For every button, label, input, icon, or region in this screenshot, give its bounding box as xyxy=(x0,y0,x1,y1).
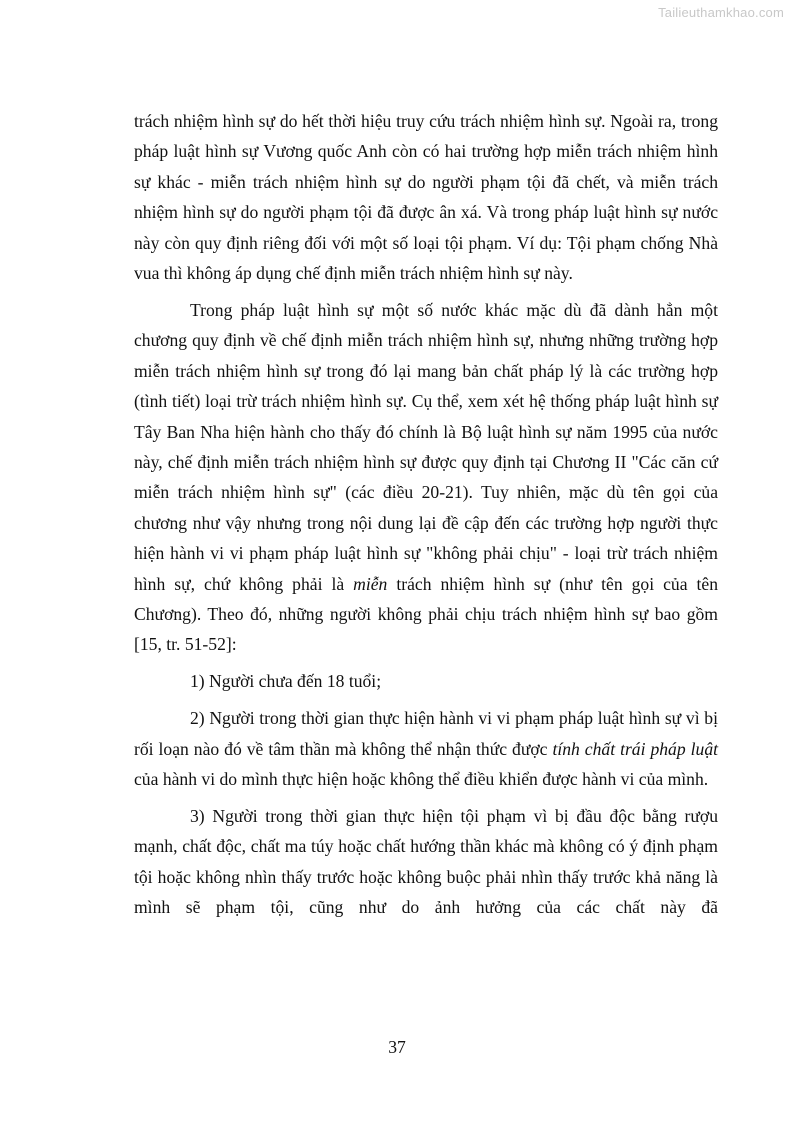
list-item-1 xyxy=(134,666,718,696)
italic-term: tính chất trái pháp luật xyxy=(552,738,718,759)
document-body xyxy=(134,106,718,929)
paragraph-text: Trong pháp luật hình sự một số nước khác mặc dù đã dành hẳn một chương quy định về chế định miễn trách nhiệm hình sự, nhưng những trường hợp miễn trách nhiệm hình sự trong đó lại mang bản chất pháp lý là các trường hợp (tình tiết) loại trừ trách nhiệm hình sự. Cụ thể, xem xét hệ thống pháp luật hình sự Tây Ban Nha hiện hành cho thấy đó chính là Bộ luật hình sự năm 1995 của nước này, chế định miễn trách nhiệm hình sự được quy định tại Chương II "Các căn cứ miễn trách nhiệm hình sự" (các điều 20-21). Tuy nhiên, mặc dù tên gọi của chương như vậy nhưng trong nội dung lại đề cập đến các trường hợp người thực hiện hành vi vi phạm pháp luật hình sự "không phải chịu" - loại trừ trách nhiệm hình sự, chứ không phải là xyxy=(134,299,718,594)
list-item-2 xyxy=(134,703,718,794)
list-item-text: của hành vi do mình thực hiện hoặc không thể điều khiển được hành vi của mình. xyxy=(134,769,709,790)
list-item-text: 2) Người trong thời gian thực hiện hành vi vi phạm pháp luật hình sự vì bị rối loạn nào đó về tâm thần mà không thể nhận thức được xyxy=(134,708,718,759)
paragraph-2 xyxy=(134,295,718,660)
italic-term: miễn xyxy=(353,573,388,594)
list-item-text: 3) Người trong thời gian thực hiện tội phạm vì bị đầu độc bằng rượu mạnh, chất độc, chất ma túy hoặc chất hướng thần khác mà không có ý định phạm tội hoặc không nhìn thấy trước hoặc không buộc phải nhìn thấy trước khả năng là mình sẽ phạm tội, cũng như do ảnh hưởng của các chất này đã xyxy=(134,805,718,918)
watermark: Tailieuthamkhao.com xyxy=(658,5,784,20)
page-number: 37 xyxy=(388,1037,406,1057)
paragraph-text: trách nhiệm hình sự do hết thời hiệu truy cứu trách nhiệm hình sự. Ngoài ra, trong pháp luật hình sự Vương quốc Anh còn có hai trường hợp miễn trách nhiệm hình sự khác - miễn trách nhiệm hình sự do người phạm tội đã chết, và miễn trách nhiệm hình sự do người phạm tội đã được ân xá. Và trong pháp luật hình sự nước này còn quy định riêng đối với một số loại tội phạm. Ví dụ: Tội phạm chống Nhà vua thì không áp dụng chế định miễn trách nhiệm hình sự này. xyxy=(134,111,718,284)
paragraph-1 xyxy=(134,106,718,288)
paragraph-text: trách nhiệm hình sự (như tên gọi của tên Chương). Theo đó, những người không phải chịu trách nhiệm hình sự bao gồm [15, tr. 51-52]: xyxy=(134,573,718,655)
list-item-3 xyxy=(134,801,718,923)
list-item-text: 1) Người chưa đến 18 tuổi; xyxy=(190,671,382,692)
